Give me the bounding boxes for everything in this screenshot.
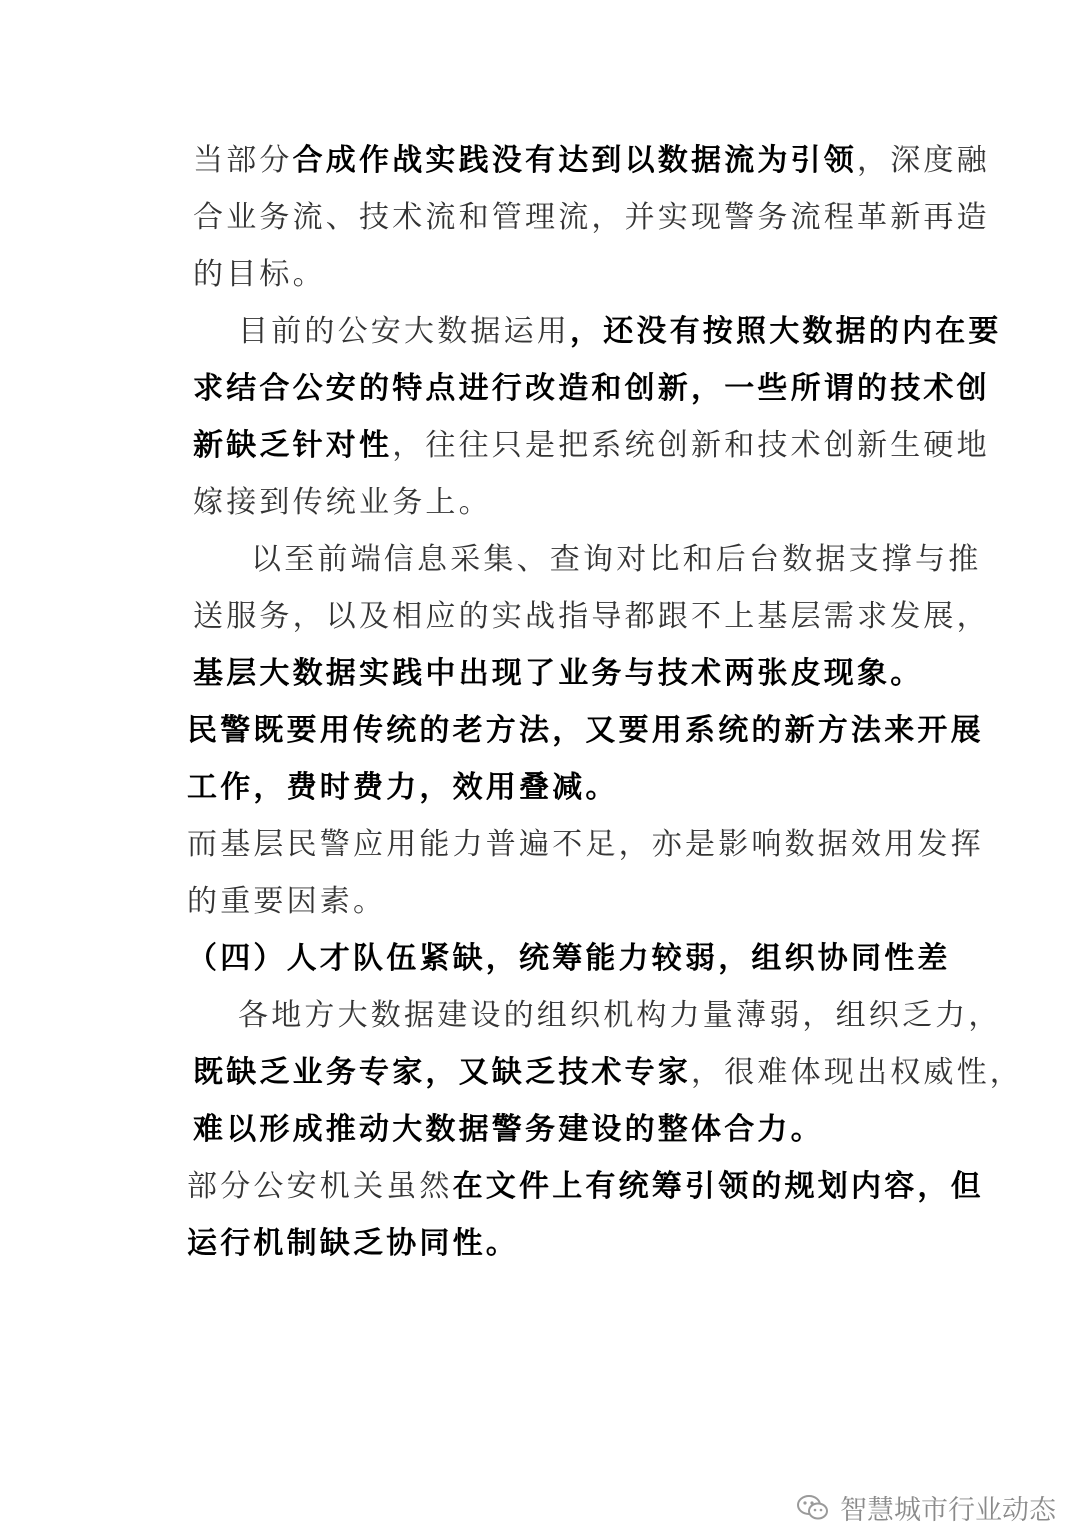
text-line-11: 民警既要用传统的老方法，又要用系统的新方法来开展: [187, 713, 984, 748]
text-line-12: 工作，费时费力，效用叠减。: [187, 770, 619, 805]
text-line-3: 的目标。: [193, 257, 326, 292]
text-line-9: 送服务，以及相应的实战指导都跟不上基层需求发展，: [193, 599, 990, 634]
text-line-17: 既缺乏业务专家，又缺乏技术专家，很难体现出权威性，: [193, 1055, 1023, 1090]
text-line-8: 以至前端信息采集、查询对比和后台数据支撑与推: [251, 542, 982, 577]
text-line-16: 各地方大数据建设的组织机构力量薄弱，组织乏力，: [238, 998, 1002, 1033]
text-line-18: 难以形成推动大数据警务建设的整体合力。: [193, 1112, 824, 1147]
text-line-5: 求结合公安的特点进行改造和创新，一些所谓的技术创: [193, 371, 990, 406]
watermark-text: 智慧城市行业动态: [840, 1495, 1056, 1526]
text-line-14: 的重要因素。: [187, 884, 387, 919]
text-line-10: 基层大数据实践中出现了业务与技术两张皮现象。: [193, 656, 924, 691]
text-line-7: 嫁接到传统业务上。: [193, 485, 492, 520]
text-line-2: 合业务流、技术流和管理流，并实现警务流程革新再造: [193, 200, 990, 235]
text-line-13: 而基层民警应用能力普遍不足，亦是影响数据效用发挥: [187, 827, 984, 862]
text-line-1: 当部分合成作战实践没有达到以数据流为引领，深度融: [193, 143, 990, 178]
text-line-19: 部分公安机关虽然在文件上有统筹引领的规划内容，但: [187, 1169, 984, 1204]
section-heading: （四）人才队伍紧缺，统筹能力较弱，组织协同性差: [187, 941, 951, 976]
wechat-icon: [796, 1493, 830, 1523]
text-line-4: 目前的公安大数据运用，还没有按照大数据的内在要: [238, 314, 1002, 349]
text-line-6: 新缺乏针对性，往往只是把系统创新和技术创新生硬地: [193, 428, 990, 463]
watermark: [796, 1488, 1056, 1527]
text-line-20: 运行机制缺乏协同性。: [187, 1226, 519, 1261]
